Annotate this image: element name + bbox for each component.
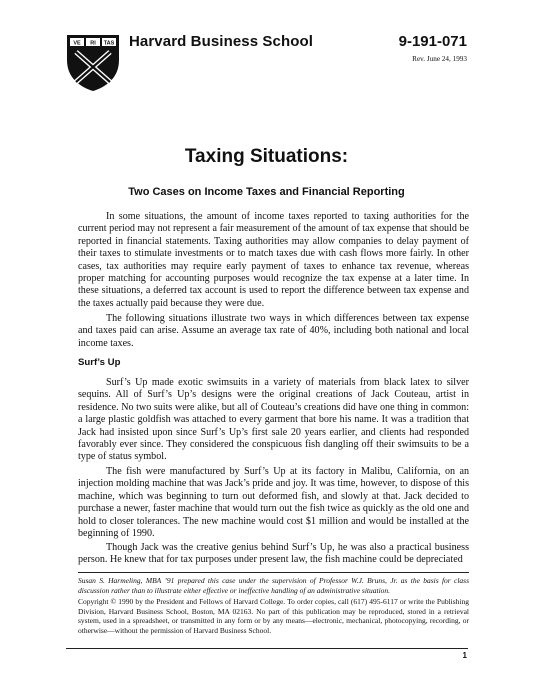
copyright-footnote: Copyright © 1990 by the President and Fellows of Harvard College. To order copies, call (617) 495-6117 or write the Publishing Division, Harvard Business School, Boston, MA 02163. No part of this publication may be reproduced, stored in a retrieval system, used in a spreadsheet, or transmitted in any form or by any means—electronic, mechanical, photocopying, recording, or otherwise—without the permission of Harvard Business School. xyxy=(78,597,469,636)
section-heading: Surf’s Up xyxy=(78,357,121,368)
paragraph-block xyxy=(78,211,469,310)
shield-book-text-3: TAS xyxy=(103,40,115,47)
harvard-shield-logo xyxy=(66,34,120,92)
illustrate-paragraph: The following situations illustrate two ways in which differences between tax expense and taxes paid can arise. Assume an average tax rate of 40%, including both national and local income taxes. xyxy=(78,313,469,349)
page-number: 1 xyxy=(462,651,467,660)
case-subtitle: Two Cases on Income Taxes and Financial Reporting xyxy=(128,186,405,198)
footnote-divider xyxy=(78,572,469,573)
case-title: Taxing Situations: xyxy=(184,146,349,167)
paragraph-block xyxy=(78,377,469,464)
shield-book-text-1: VE xyxy=(73,40,81,47)
revision-date: Rev. June 24, 1993 xyxy=(412,55,467,63)
author-footnote: Susan S. Harmeling, MBA ’91 prepared this case under the supervision of Professor W.J. Bruns, Jr. as the basis for class discussion rather than to illustrate either effective or ineffective handling of an administrative situation. xyxy=(78,576,469,595)
paragraph-block xyxy=(78,313,469,350)
surf-paragraph-1: Surf’s Up made exotic swimsuits in a variety of materials from black latex to silver sequins. All of Surf’s Up’s designs were the original creations of Jack Couteau, artist in residence. No two suits were alike, but all of Couteau’s creations did have one thing in common: a large plastic goldfish was attached to every garment that bore his name. It was a tradition that Jack had insisted upon since Surf’s Up’s first sale 20 years earlier, and clients had responded favorably ever since. They considered the conspicuous fish dangling off their swimsuits to be a type of status symbol. xyxy=(78,377,469,463)
case-number: 9-191-071 xyxy=(398,33,467,50)
paragraph-block xyxy=(78,466,469,540)
intro-paragraph: In some situations, the amount of income taxes reported to taxing authorities for the current period may not represent a fair measurement of the amount of tax expense that should be reported in financial statements. Taxing authorities may allow companies to delay payment of their taxes to stimulate investments or to match taxes due with cash flows more fairly. In other cases, tax authorities may require early payment of taxes to enhance tax revenue, whereas proper matching for accounting purposes would recognize the tax expense at a later time. In these situations, a deferred tax account is used to report the difference between tax expense and the taxes actually paid because they were due. xyxy=(78,211,469,309)
paragraph-block xyxy=(78,542,469,567)
surf-paragraph-3: Though Jack was the creative genius behind Surf’s Up, he was also a practical business person. He knew that for tax purposes under present law, the fish machine could be depreciated xyxy=(78,542,469,566)
shield-book-text-2: RI xyxy=(90,40,96,47)
school-name: Harvard Business School xyxy=(129,33,314,50)
surf-paragraph-2: The fish were manufactured by Surf’s Up at its factory in Malibu, California, on an injection molding machine that was Jack’s pride and joy. It was time, however, to dispose of this machine, which was beginning to turn out deformed fish, and slowly at that. Jack decided to purchase a newer, faster machine that would turn out the fish twice as quickly as the old one and hold to closer tolerances. The new machine would cost $1 million and would be installed at the beginning of 1990. xyxy=(78,466,469,540)
bottom-divider xyxy=(66,648,468,649)
